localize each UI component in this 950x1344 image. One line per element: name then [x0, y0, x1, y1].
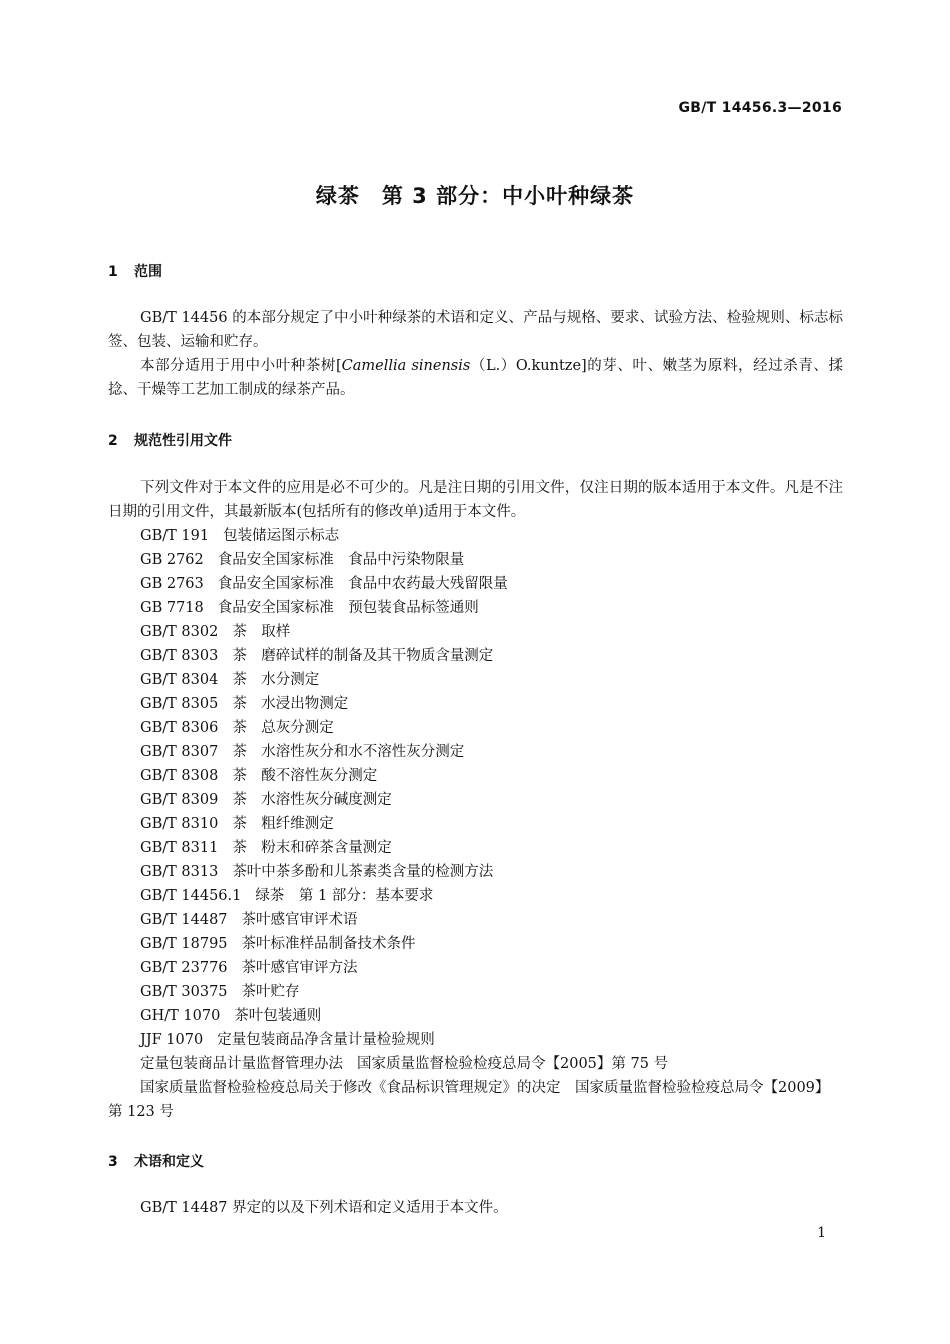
reference-title: 茶叶感官审评术语 — [241, 912, 358, 928]
section-1-heading — [108, 261, 162, 281]
reference-item — [108, 956, 843, 980]
scope-text-before: 本部分适用于用中小叶种茶树[ — [140, 358, 342, 374]
reference-code: GB/T 8308 — [140, 768, 219, 784]
section-title: 范围 — [134, 264, 162, 280]
section-2-heading — [108, 430, 232, 450]
reference-item — [108, 1004, 843, 1028]
reference-code: GB/T 14487 — [140, 912, 228, 928]
reference-item — [108, 620, 843, 644]
section-title: 规范性引用文件 — [134, 433, 232, 449]
scope-text-after: （L.）O.kuntze]的芽、叶、嫩茎为原料，经过杀青、揉捻、干燥等工艺加工制成的绿茶产品。 — [108, 358, 843, 398]
reference-title: 茶叶包装通则 — [234, 1008, 322, 1024]
standard-code: GB/T 14456.3—2016 — [678, 100, 842, 116]
reference-item: 国家质量监督检验检疫总局关于修改《食品标识管理规定》的决定 国家质量监督检验检疫总局令【2009】第 123 号 — [108, 1080, 830, 1120]
reference-title: 食品安全国家标准 预包装食品标签通则 — [217, 600, 479, 616]
reference-item — [108, 740, 843, 764]
scope-paragraph-1: GB/T 14456 的本部分规定了中小叶种绿茶的术语和定义、产品与规格、要求、试验方法、检验规则、标志标签、包装、运输和贮存。 — [108, 310, 843, 350]
reference-code: GB 7718 — [140, 600, 204, 616]
reference-title: 食品安全国家标准 食品中农药最大残留限量 — [217, 576, 508, 592]
page-number: 1 — [817, 1225, 826, 1241]
reference-code: GH/T 1070 — [140, 1008, 221, 1024]
reference-title: 茶 磨碎试样的制备及其干物质含量测定 — [232, 648, 494, 664]
reference-item — [108, 932, 843, 956]
reference-code: GB/T 8309 — [140, 792, 219, 808]
reference-item — [108, 524, 843, 548]
reference-item — [108, 716, 843, 740]
reference-code: GB 2762 — [140, 552, 204, 568]
reference-title: 茶 水分测定 — [232, 672, 320, 688]
reference-item — [108, 644, 843, 668]
section-number: 2 — [108, 433, 118, 449]
reference-item — [108, 596, 843, 620]
reference-code: GB/T 14456.1 — [140, 888, 242, 904]
reference-title: 食品安全国家标准 食品中污染物限量 — [217, 552, 465, 568]
reference-code: GB/T 18795 — [140, 936, 228, 952]
normative-intro: 下列文件对于本文件的应用是必不可少的。凡是注日期的引用文件，仅注日期的版本适用于本文件。凡是不注日期的引用文件，其最新版本(包括所有的修改单)适用于本文件。 — [108, 480, 843, 520]
reference-code: GB/T 8304 — [140, 672, 219, 688]
reference-title: 茶 水浸出物测定 — [232, 696, 349, 712]
reference-code: GB/T 8310 — [140, 816, 219, 832]
reference-code: GB 2763 — [140, 576, 204, 592]
latin-species-name: Camellia sinensis — [341, 358, 471, 374]
reference-title: 茶 粗纤维测定 — [232, 816, 334, 832]
scope-paragraph-2 — [108, 354, 843, 402]
reference-code: GB/T 8307 — [140, 744, 219, 760]
reference-code: GB/T 191 — [140, 528, 210, 544]
section-number: 1 — [108, 264, 118, 280]
reference-item — [108, 548, 843, 572]
reference-list — [108, 524, 843, 1124]
reference-title: 包装储运图示标志 — [223, 528, 340, 544]
reference-title: 茶叶中茶多酚和儿茶素类含量的检测方法 — [232, 864, 494, 880]
reference-title: 定量包装商品净含量计量检验规则 — [217, 1032, 435, 1048]
section-title: 术语和定义 — [134, 1154, 204, 1170]
reference-title: 茶 粉末和碎茶含量测定 — [232, 840, 392, 856]
reference-item — [108, 980, 843, 1004]
reference-item — [108, 788, 843, 812]
reference-title: 茶 酸不溶性灰分测定 — [232, 768, 378, 784]
reference-title: 茶 取样 — [232, 624, 291, 640]
reference-code: GB/T 8313 — [140, 864, 219, 880]
reference-title: 茶 水溶性灰分碱度测定 — [232, 792, 392, 808]
reference-item — [108, 764, 843, 788]
section-3-heading — [108, 1151, 204, 1171]
reference-item — [108, 908, 843, 932]
reference-item — [108, 572, 843, 596]
reference-code: JJF 1070 — [140, 1032, 204, 1048]
terms-intro: GB/T 14487 界定的以及下列术语和定义适用于本文件。 — [140, 1200, 508, 1216]
reference-item — [108, 812, 843, 836]
reference-code: GB/T 8305 — [140, 696, 219, 712]
reference-title: 绿茶 第 1 部分：基本要求 — [255, 888, 434, 904]
reference-item — [108, 860, 843, 884]
reference-item — [108, 668, 843, 692]
section-number: 3 — [108, 1154, 118, 1170]
reference-item — [108, 884, 843, 908]
reference-code: GB/T 8306 — [140, 720, 219, 736]
document-title: 绿茶 第 3 部分：中小叶种绿茶 — [315, 184, 635, 208]
reference-code: GB/T 8311 — [140, 840, 219, 856]
reference-item — [108, 836, 843, 860]
reference-title: 茶叶贮存 — [241, 984, 300, 1000]
reference-item — [108, 1052, 843, 1076]
reference-code: GB/T 30375 — [140, 984, 228, 1000]
reference-code: GB/T 8302 — [140, 624, 219, 640]
reference-title: 茶叶感官审评方法 — [241, 960, 358, 976]
reference-code: 定量包装商品计量监督管理办法 — [140, 1056, 343, 1072]
reference-title: 茶 水溶性灰分和水不溶性灰分测定 — [232, 744, 465, 760]
reference-item — [108, 1028, 843, 1052]
reference-code: GB/T 23776 — [140, 960, 228, 976]
reference-title: 茶 总灰分测定 — [232, 720, 334, 736]
reference-title: 国家质量监督检验检疫总局令【2005】第 75 号 — [357, 1056, 669, 1072]
reference-item — [108, 692, 843, 716]
reference-code: GB/T 8303 — [140, 648, 219, 664]
reference-title: 茶叶标准样品制备技术条件 — [241, 936, 416, 952]
